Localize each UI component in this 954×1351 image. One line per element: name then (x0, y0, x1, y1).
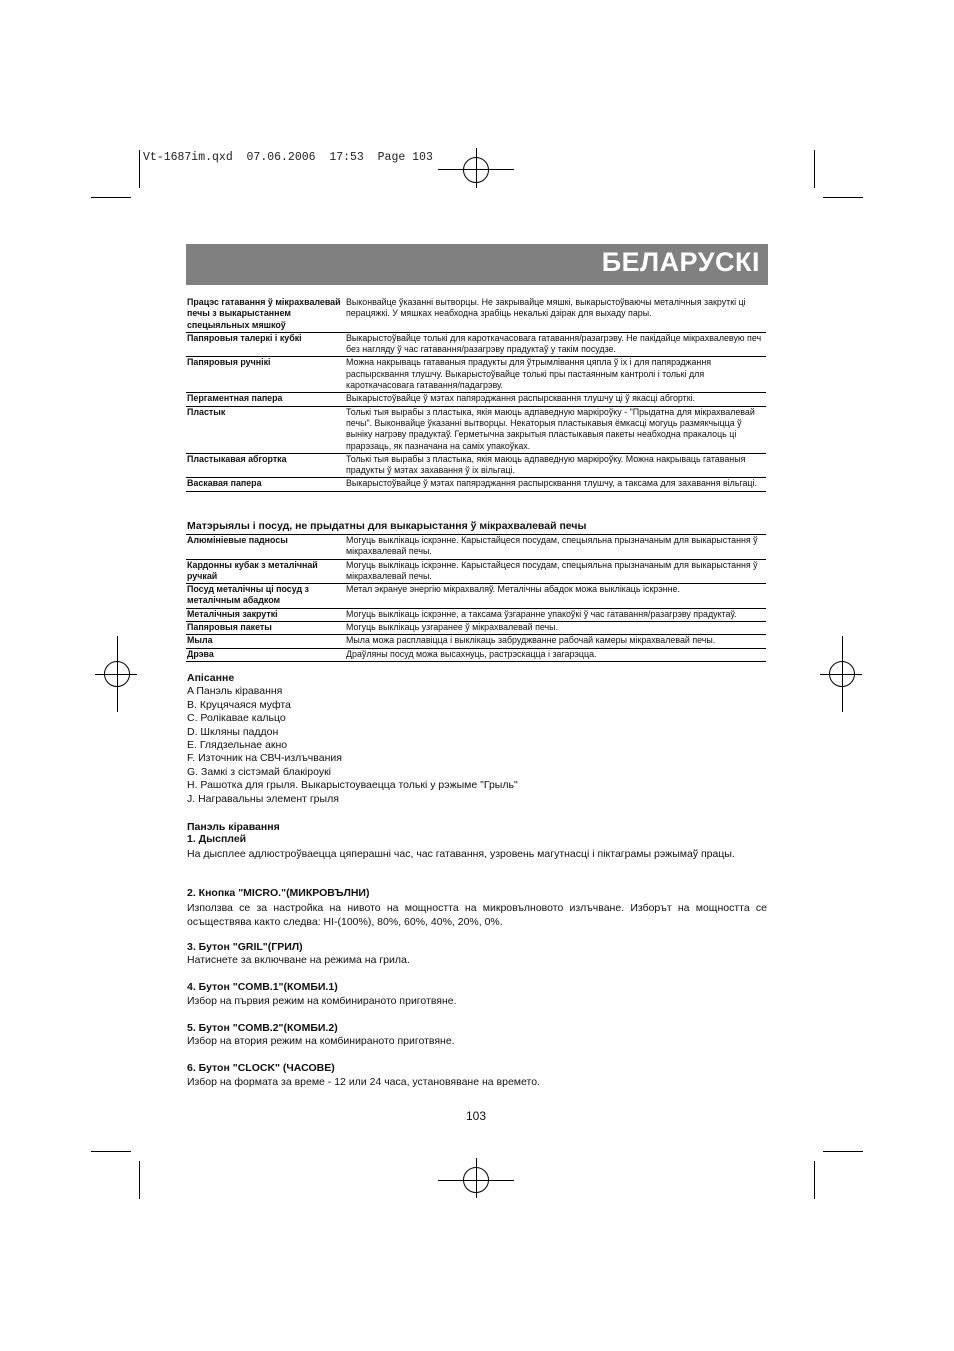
material-name: Працэс гатавання ў мікрахвалевай печы з выкарыстаннем спецыяльных мяшкоў (186, 297, 345, 332)
material-name: Алюмініевые падносы (186, 535, 345, 560)
material-name: Папяровыя ручнікі (186, 357, 345, 393)
table-row (186, 332, 766, 357)
material-note: Метал экрануе энергію мікрахваляў. Металічны абадок можа выклікаць іскрэнне. (345, 584, 766, 609)
list-item: E. Глядзельнае акно (187, 739, 288, 751)
material-name: Пластык (186, 406, 345, 453)
section-text: Използва се за настройка на нивото на мощността на микровълновото излъчване. Изборът на мощността се осъществява както следва: HI-(100%), 80%, 60%, 40%, 20%, 0%. (187, 902, 767, 928)
material-note: Мыла можа расплавіцца і выклікаць забруджванне рабочай камеры мікрахвалевай печы. (345, 635, 766, 648)
section-text: Избор на формата за време - 12 или 24 часа, установяване на времето. (187, 1076, 540, 1088)
material-note: Могуць выклікаць іскрэнне. Карыстайцеся посудам, спецыяльна прызначаным для выкарыстання ў мікрахвалевай печы. (345, 535, 766, 560)
table-row (186, 559, 766, 584)
section-text: Натиснете за включване на режима на грила. (187, 954, 410, 966)
section-text: На дысплее адлюстроўваецца цяперашні час, час гатавання, узровень магутнасці і піктаграмы рэжымаў працы. (187, 848, 735, 860)
language-banner (186, 244, 768, 285)
table-row (186, 584, 766, 609)
section-title: 3. Бутон "GRIL"(ГРИЛ) (187, 941, 303, 953)
section-text: Избор на втория режим на комбинираното приготвяне. (187, 1035, 455, 1047)
material-note: Выкарыстоўвайце ў мэтах папярэджання распырсквання тлушчу, а таксама для захавання вільгаці. (345, 478, 766, 491)
list-item: C. Ролікавае кальцо (187, 712, 286, 724)
material-name: Мыла (186, 635, 345, 648)
material-note: Выкарыстоўвайце ў мэтах папярэджання распырсквання тлушчу ці ў якасці абгорткі. (345, 393, 766, 406)
section-title: 4. Бутон "COMB.1"(КОМБИ.1) (187, 981, 338, 993)
list-item: G. Замкі з сістэмай блакіроукі (187, 766, 331, 778)
table-row (186, 357, 766, 393)
section-title: 6. Бутон "CLOCK" (ЧАСОВЕ) (187, 1062, 335, 1074)
list-item: A Панэль кіравання (187, 685, 283, 697)
unsuitable-materials-heading: Матэрыялы і посуд, не прыдатны для выкарыстання ў мікрахвалевай печы (187, 520, 587, 532)
material-name: Кардонны кубак з металічнай ручкай (186, 559, 345, 584)
language-title: БЕЛАРУСКІ (601, 247, 760, 277)
section-text: Избор на първия режим на комбинираното приготвяне. (187, 995, 457, 1007)
material-note: Выконвайце ўказанні вытворцы. Не закрывайце мяшкі, выкарыстоўваючы металічныя закруткі ці перацяжкі. У мяшках неабходна зрабіць некалькі дзірак для выхаду пары. (345, 297, 766, 332)
panel-title: Панэль кіравання (187, 821, 280, 833)
material-note: Могуць выклікаць іскрэнне. Карыстайцеся посудам, спецыяльна прызначаным для выкарыстання ў мікрахвалевай печы. (345, 559, 766, 584)
table-row (186, 393, 766, 406)
material-name: Пластыкавая абгортка (186, 453, 345, 478)
material-name: Папяровыя пакеты (186, 622, 345, 635)
table-row (186, 608, 766, 621)
material-name: Дрэва (186, 648, 345, 661)
material-name: Посуд металічны ці посуд з металічным абадком (186, 584, 345, 609)
print-slug: Vt-1687im.qxd 07.06.2006 17:53 Page 103 (143, 151, 433, 164)
material-note: Выкарыстоўвайце толькі для кароткачасовага гатавання/разагрэву. Не пакідайце мікрахвалевую печ без нагляду ў час гатавання/разагрэву прадуктаў у такім посудзе. (345, 332, 766, 357)
section-title: 1. Дысплей (187, 833, 247, 845)
table-row (186, 535, 766, 560)
table-row (186, 635, 766, 648)
table-row (186, 622, 766, 635)
list-item: D. Шкляны паддон (187, 726, 279, 738)
material-name: Папяровыя талеркі і кубкі (186, 332, 345, 357)
material-note: Драўляны посуд можа высахнуць, растрэскацца і загарэцца. (345, 648, 766, 661)
material-note: Могуць выклікаць узгаранее ў мікрахвалевай печы. (345, 622, 766, 635)
list-item: B. Круцячаяся муфта (187, 699, 291, 711)
list-item: J. Награвальны элемент грыля (187, 793, 339, 805)
material-name: Васкавая папера (186, 478, 345, 491)
description-title: Апісанне (187, 672, 235, 684)
table-row (186, 478, 766, 491)
material-note: Толькі тыя вырабы з пластыка, якія маюць адпаведную маркіроўку - "Прыдатна для мікрахвалевай печы". Выконвайце ўказанні вытворцы. Некаторыя пластыкавыя ёмкасці могуць размякчыцца ў выніку нагрэву прадуктаў. Герметычна закрытыя пластыкавыя пакеты неабходна пракалоць ці прарэзаць, як пазначана на саміх упакоўках. (345, 406, 766, 453)
list-item: F. Източник на СВЧ-излъчвания (187, 752, 342, 764)
material-note: Толькі тыя вырабы з пластыка, якія маюць адпаведную маркіроўку. Можна накрываць гатаваныя прадукты ў мэтах захавання ў іх вільгаці. (345, 453, 766, 478)
section-title: 5. Бутон "COMB.2"(КОМБИ.2) (187, 1022, 338, 1034)
table-row (186, 297, 766, 332)
material-name: Пергаментная папера (186, 393, 345, 406)
material-note: Можна накрываць гатаваныя прадукты для ўтрымлівання цяпла ў іх і для папярэджання распырсквання тлушчу. Выкарыстоўвайце толькі пры пастаянным кантролі і толькі для кароткачасовага гатавання/падагрэву. (345, 357, 766, 393)
table-row (186, 406, 766, 453)
material-note: Могуць выклікаць іскрэнне, а таксама ўзгаранне упакоўкі ў час гатавання/разагрэву прадуктаў. (345, 608, 766, 621)
section-title: 2. Кнопка "MICRO."(МИКРОВЪЛНИ) (187, 887, 370, 899)
suitable-materials-table (186, 297, 766, 492)
list-item: H. Рашотка для грыля. Выкарыстоуваецца толькі у рэжыме "Грыль" (187, 779, 518, 791)
material-name: Металічныя закруткі (186, 608, 345, 621)
unsuitable-materials-table (186, 534, 766, 662)
table-row (186, 453, 766, 478)
page-number: 103 (466, 1109, 487, 1123)
table-row (186, 648, 766, 661)
